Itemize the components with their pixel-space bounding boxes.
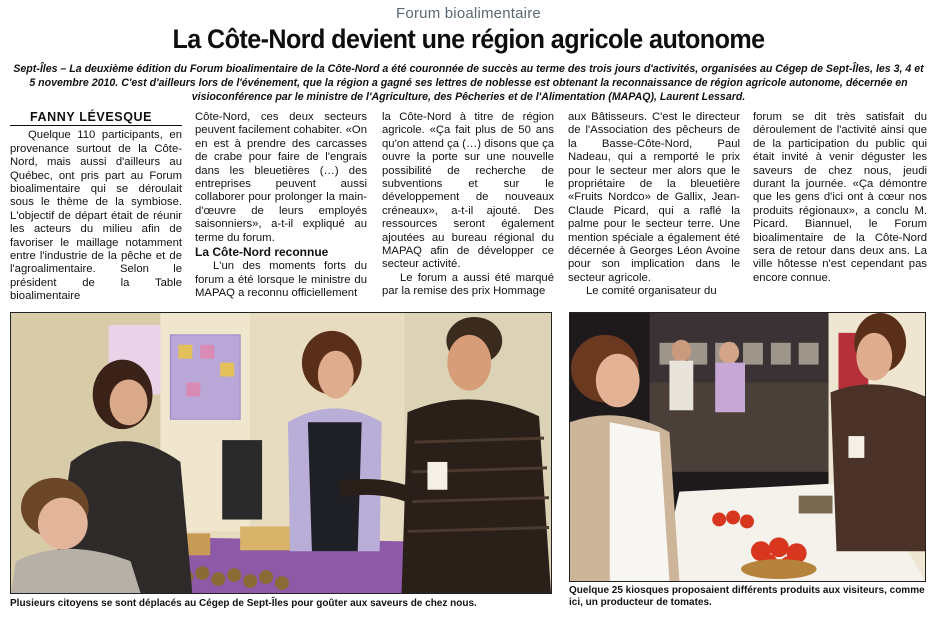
paragraph: Quelque 110 participants, en provenance surtout de la Côte-Nord, mais aussi d'ailleurs au Québec, ont pris part au Forum bioalimentaire qui se déroulait sous le thème de la symbiose. L'objectif de départ était de réunir les acteurs du milieu afin de favoriser le maillage notamment entre l'industrie de la pêche et de l'agroalimentaire. Selon le président de la Table bioalimentaire [10, 129, 182, 303]
subheading: La Côte-Nord reconnue [195, 245, 329, 260]
article-headline: La Côte-Nord devient une région agricole autonome [172, 24, 765, 54]
photo-caption-2: Quelque 25 kiosques proposaient différents produits aux visiteurs, comme ici, un producteur de tomates. [569, 585, 925, 608]
photo-kiosk-visitors [10, 312, 552, 594]
photo-tomato-producer [569, 312, 926, 582]
paragraph: Côte-Nord, ces deux secteurs peuvent facilement cohabiter. «On en est à prendre des carcasses de crabe pour faire de l'engrais dans les bleuetières (…) des entreprises peuvent aussi collaborer pour prolonger la main-d'œuvre de leurs employés saisonniers», a-t-il expliqué au terme du forum. [195, 111, 367, 244]
author-byline: FANNY LÉVESQUE [10, 111, 182, 126]
article-column-2 [195, 111, 367, 301]
paragraph: forum se dit très satisfait du déroulement de l'activité ainsi que de la participation du public qui était invité à venir déguster les saveurs de chez nous, jeudi durant la journée. «Ça démontre que les gens d'ici ont à cœur nos produits régionaux», a conclu M. Picard. Biannuel, le Forum bioalimentaire de la Côte-Nord sera de retour dans deux ans. La ville hôtesse n'est cependant pas encore connue. [753, 111, 927, 284]
paragraph: la Côte-Nord à titre de région agricole. «Ça fait plus de 50 ans qu'on attend ça (…) disons que ça ouvre la porte sur une nouvelle possibilité de recherche de subventions et sur le développement de nouveaux créneaux», a-t-il ajouté. Des ressources seront également ajoutées au bureau régional du MAPAQ afin de développer ce secteur activité. [382, 111, 554, 271]
paragraph: aux Bâtisseurs. C'est le directeur de l'Association des pêcheurs de la Basse-Côte-Nord, Paul Nadeau, qui a remporté le prix pour le secteur mer alors que le propriétaire de la bleuetière «Fruits Nordco» de Gallix, Jean-Claude Picard, qui a raflé la palme pour le secteur terre. Une mention spéciale a également été décernée à Georges Léon Avoine pour son implication dans le secteur agricole. [568, 111, 740, 284]
article-column-3 [382, 111, 554, 299]
photo-caption-1: Plusieurs citoyens se sont déplacés au Cégep de Sept-Îles pour goûter aux saveurs de chez nous. [10, 598, 477, 609]
article-column-5 [753, 111, 927, 285]
paragraph: Le forum a aussi été marqué par la remise des prix Hommage [382, 271, 554, 298]
article-column-1 [10, 111, 182, 304]
paragraph: Le comité organisateur du [586, 285, 717, 298]
article-lead: Sept-Îles – La deuxième édition du Forum bioalimentaire de la Côte-Nord a été couronnée de succès au terme des trois jours d'activités, organisées au Cégep de Sept-Îles, les 3, 4 et 5 novembre 2010. C'est d'ailleurs lors de l'événement, que la région a gagné ses lettres de noblesse est obtenant la reconnaissance de région agricole autonome, décernée en visioconférence par le ministre de l'Agriculture, des Pêcheries et de l'Alimentation (MAPAQ), Laurent Lessard. [13, 63, 924, 103]
section-kicker: Forum bioalimentaire [396, 5, 541, 22]
paragraph: L'un des moments forts du forum a été lorsque le ministre du MAPAQ a reconnu officiellement [195, 260, 367, 300]
article-column-4 [568, 111, 740, 299]
